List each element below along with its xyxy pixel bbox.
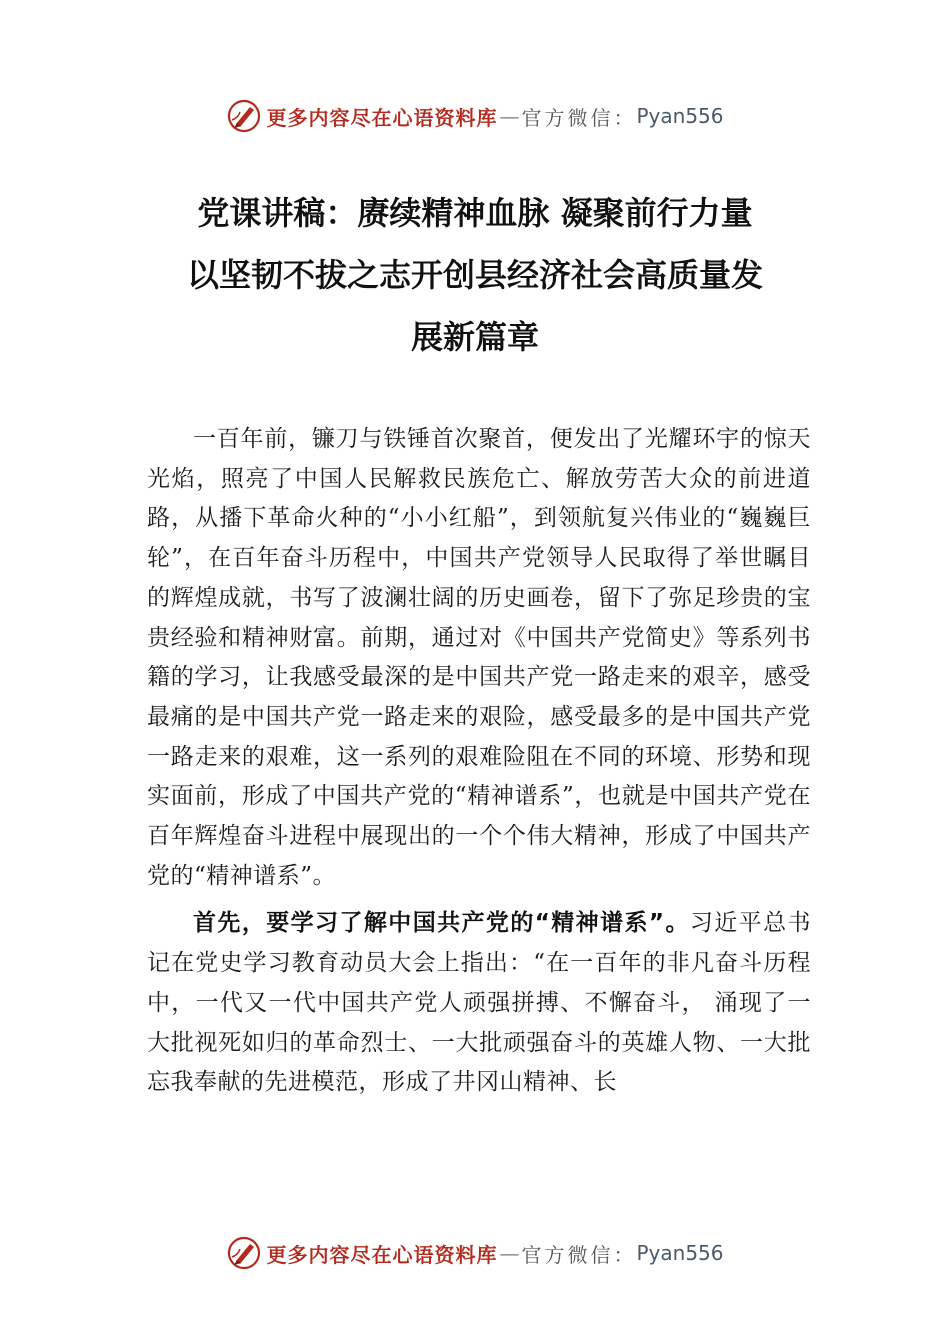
watermark-dash: — <box>499 104 520 128</box>
watermark-official: 官方微信： <box>521 1242 637 1267</box>
pen-logo-icon <box>226 1235 262 1271</box>
watermark-dash: — <box>499 1241 520 1265</box>
header-watermark <box>0 96 950 136</box>
paragraph-2 <box>147 904 811 1103</box>
title-line-3: 展新篇章 <box>410 318 539 356</box>
title-line-1: 党课讲稿：赓续精神血脉 凝聚前行力量 <box>197 194 753 232</box>
document-title <box>0 182 950 368</box>
watermark-brand: 更多内容尽在心语资料库 <box>266 105 498 130</box>
title-line-2: 以坚韧不拔之志开创县经济社会高质量发 <box>186 256 763 294</box>
watermark-wechat-id: Pyan556 <box>636 1241 724 1265</box>
watermark-wechat-id: Pyan556 <box>636 104 724 128</box>
paragraph-2-text: 习近平总书记在党史学习教育动员大会上指出：“在一百年的非凡奋斗历程中，一代又一代中国共产党人顽强拼搏、不懈奋斗， 涌现了一大批视死如归的革命烈士、一大批顽强奋斗的英雄人物、一大批忘我奉献的先进模范，形成了井冈山精神、长 <box>147 910 812 1096</box>
document-body <box>147 420 811 1103</box>
pen-logo-icon <box>226 98 262 134</box>
paragraph-2-lead: 首先，要学习了解中国共产党的“精神谱系”。 <box>193 910 690 937</box>
footer-watermark <box>0 1233 950 1273</box>
watermark-official: 官方微信： <box>521 105 637 130</box>
paragraph-1: 一百年前，镰刀与铁锤首次聚首，便发出了光耀环宇的惊天光焰，照亮了中国人民解救民族危亡、解放劳苦大众的前进道路，从播下革命火种的“小小红船”，到领航复兴伟业的“巍巍巨轮”，在百年奋斗历程中，中国共产党领导人民取得了举世瞩目的辉煌成就，书写了波澜壮阔的历史画卷，留下了弥足珍贵的宝贵经验和精神财富。前期，通过对《中国共产党简史》等系列书籍的学习，让我感受最深的是中国共产党一路走来的艰辛，感受最痛的是中国共产党一路走来的艰险，感受最多的是中国共产党一路走来的艰难，这一系列的艰难险阻在不同的环境、形势和现实面前，形成了中国共产党的“精神谱系”，也就是中国共产党在百年辉煌奋斗进程中展现出的一个个伟大精神，形成了中国共产党的“精神谱系”。 <box>147 426 811 889</box>
watermark-brand: 更多内容尽在心语资料库 <box>266 1242 498 1267</box>
